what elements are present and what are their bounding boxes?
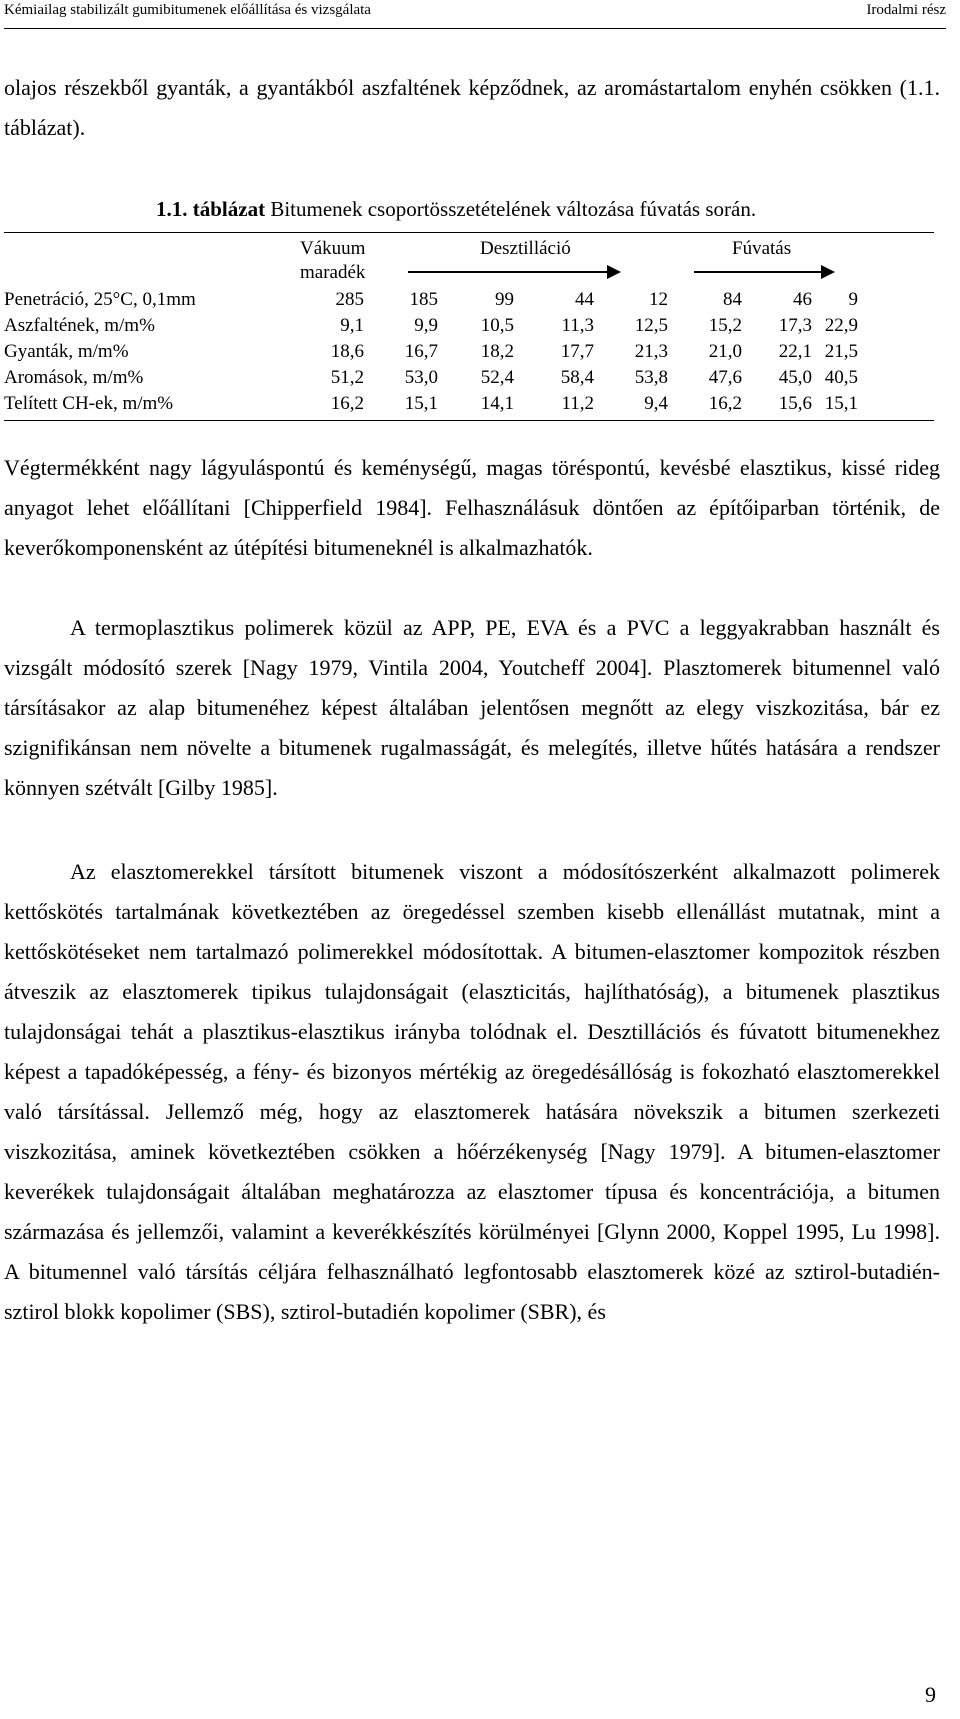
table-cell: 46 <box>793 289 812 310</box>
table-row <box>4 366 934 390</box>
header-section: Irodalmi rész <box>866 2 946 18</box>
table-cell: 18,2 <box>480 341 514 362</box>
table-cell: 16,2 <box>708 393 742 414</box>
table-row <box>4 340 934 364</box>
table-top-rule <box>4 232 934 233</box>
table-cell: 22,9 <box>824 315 858 336</box>
header-desztillacio: Desztilláció <box>480 238 571 259</box>
row-label: Aromások, m/m% <box>4 367 144 388</box>
table-cell: 15,6 <box>778 393 812 414</box>
row-label: Gyanták, m/m% <box>4 341 129 362</box>
header-fuvatas: Fúvatás <box>732 238 792 259</box>
intro-paragraph: olajos részekből gyanták, a gyantákból aszfaltének képződnek, az aromástartalom enyhén csökken (1.1. táblázat). <box>4 75 940 140</box>
paragraph <box>4 852 940 1332</box>
header-maradek: maradék <box>300 262 366 283</box>
page-number: 9 <box>925 1682 936 1707</box>
row-label: Penetráció, 25°C, 0,1mm <box>4 289 196 310</box>
table-cell: 15,1 <box>404 393 438 414</box>
table-cell: 22,1 <box>778 341 812 362</box>
table-cell: 53,8 <box>634 367 668 388</box>
table-cell: 17,3 <box>778 315 812 336</box>
table-cell: 15,2 <box>708 315 742 336</box>
header-vakuum: Vákuum <box>300 238 366 259</box>
table-cell: 58,4 <box>560 367 594 388</box>
table-row <box>4 288 934 312</box>
table-bottom-rule <box>4 420 934 421</box>
row-label: Telített CH-ek, m/m% <box>4 393 174 414</box>
page-header <box>4 0 946 29</box>
table-cell: 51,2 <box>330 367 364 388</box>
table-cell: 47,6 <box>708 367 742 388</box>
table-cell: 185 <box>409 289 438 310</box>
table-cell: 16,7 <box>404 341 438 362</box>
table-cell: 14,1 <box>480 393 514 414</box>
table-cell: 11,3 <box>561 315 594 336</box>
table-caption-text: Bitumenek csoportösszetételének változása fúvatás során. <box>265 197 757 221</box>
table-cell: 21,0 <box>708 341 742 362</box>
table-caption <box>156 196 756 222</box>
paragraph <box>4 608 940 808</box>
table-cell: 52,4 <box>480 367 514 388</box>
row-label: Aszfaltének, m/m% <box>4 315 155 336</box>
table-cell: 21,3 <box>634 341 668 362</box>
paragraph-text: Végtermékként nagy lágyuláspontú és keménységű, magas töréspontú, kevésbé elasztikus, kissé rideg anyagot lehet előállítani [Chipperfield 1984]. Felhasználásuk döntően az építőiparban történik, de keverőkomponensként az útépítési bitumeneknél is alkalmazhatók. <box>4 455 940 560</box>
table-cell: 12,5 <box>634 315 668 336</box>
table-cell: 12 <box>649 289 668 310</box>
table-row <box>4 314 934 338</box>
header-title: Kémiailag stabilizált gumibitumenek előállítása és vizsgálata <box>4 2 371 18</box>
table-cell: 40,5 <box>824 367 858 388</box>
table-cell: 99 <box>495 289 514 310</box>
table-cell: 16,2 <box>330 393 364 414</box>
table-cell: 45,0 <box>778 367 812 388</box>
paragraph-text: A termoplasztikus polimerek közül az APP, PE, EVA és a PVC a leggyakrabban használt és vizsgált módosító szerek [Nagy 1979, Vintila 2004, Youtcheff 2004]. Plasztomerek bitumennel való társításakor az alap bitumenéhez képest általában jelentősen megnőtt az elegy viszkozitása, bár ez szignifikánsan nem növelte a bitumenek rugalmasságát, és melegítés, illetve hűtés hatására a rendszer könnyen szétvált [Gilby 1985]. <box>4 615 940 800</box>
table-cell: 9,9 <box>414 315 438 336</box>
table-caption-label: 1.1. táblázat <box>156 197 266 221</box>
table-cell: 10,5 <box>480 315 514 336</box>
table-cell: 18,6 <box>330 341 364 362</box>
paragraph-text: Az elasztomerekkel társított bitumenek viszont a módosítószerként alkalmazott polimerek kettőskötés tartalmának következtében az öregedéssel szemben kisebb ellenállást mutatnak, mint a kettőskötéseket nem tartalmazó polimerekkel módosítottak. A bitumen-elasztomer kompozitok részben átveszik az elasztomerek tipikus tulajdonságait (elaszticitás, hajlíthatóság), a bitumenek plasztikus tulajdonságai tehát a plasztikus-elasztikus irányba tolódnak el. Desztillációs és fúvatott bitumenekhez képest a tapadóképesség, a fény- és bizonyos mértékig az öregedésállóság is fokozható elasztomerekkel való társítással. Jellemző még, hogy az elasztomerek hatására növekszik a bitumen szerkezeti viszkozitása, aminek következtében csökken a hőérzékenység [Nagy 1979]. A bitumen-elasztomer keverékek tulajdonságait általában meghatározza az elasztomer típusa és koncentrációja, a bitumen származása és jellemzői, valamint a keverékkészítés körülményei [Glynn 2000, Koppel 1995, Lu 1998]. A bitumennel való társítás céljára felhasználható legfontosabb elasztomerek közé az sztirol-butadién-sztirol blokk kopolimer (SBS), sztirol-butadién kopolimer (SBR), és <box>4 859 940 1324</box>
table-cell: 21,5 <box>824 341 858 362</box>
arrow-right-icon <box>408 271 618 273</box>
table-cell: 11,2 <box>561 393 594 414</box>
table-cell: 17,7 <box>560 341 594 362</box>
table-cell: 9,4 <box>644 393 668 414</box>
table-cell: 84 <box>723 289 742 310</box>
composition-table <box>4 232 934 422</box>
table-cell: 9 <box>848 289 858 310</box>
table-cell: 285 <box>335 289 364 310</box>
table-cell: 9,1 <box>340 315 364 336</box>
table-cell: 15,1 <box>824 393 858 414</box>
paragraph <box>4 448 940 568</box>
arrow-right-icon <box>694 271 832 273</box>
table-cell: 53,0 <box>404 367 438 388</box>
table-row <box>4 392 934 416</box>
table-cell: 44 <box>575 289 594 310</box>
